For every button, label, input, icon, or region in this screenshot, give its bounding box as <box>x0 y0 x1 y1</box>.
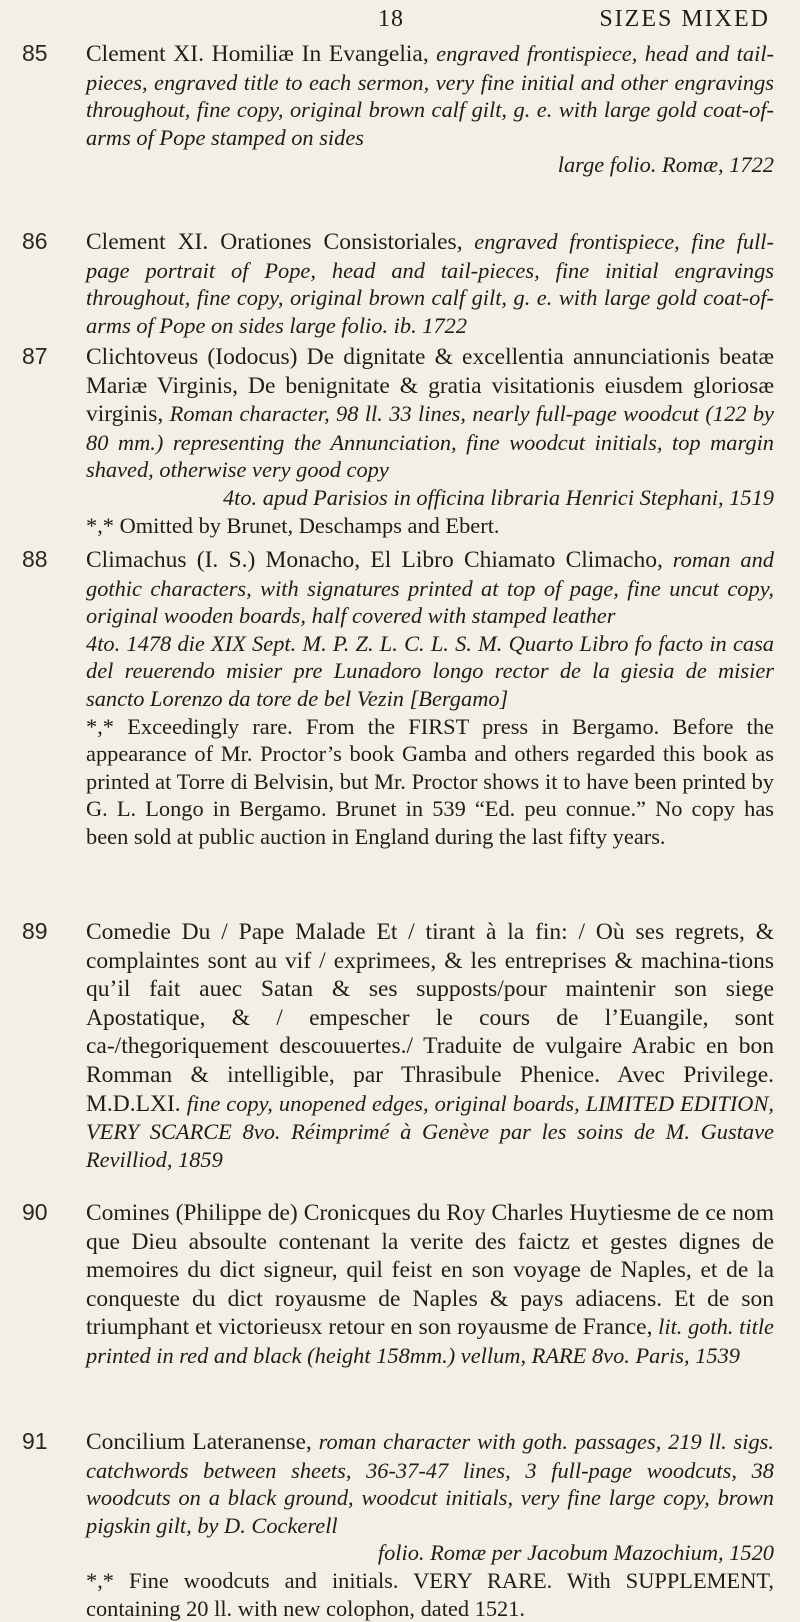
entry-title: Concilium Lateranense, <box>86 1429 312 1455</box>
entries-list <box>0 40 800 1622</box>
entry-note: *,* Exceedingly rare. From the FIRST press in Bergamo. Before the appearance of Mr. Proctor’s book Gamba and others regarded this book as printed at Torre di Belvisin, but Mr. Proctor shows it to have been printed by G. L. Longo in Bergamo. Brunet in 539 “Ed. peu connue.” No copy has been sold at public auction in England during the last fifty years. <box>86 713 774 849</box>
entry-description: Roman character, 98 ll. 33 lines, nearly full-page woodcut (122 by 80 mm.) representing the Annunciation, fine woodcut initials, top margin shaved, otherwise very good copy <box>86 401 774 483</box>
catalogue-entry <box>0 1428 800 1622</box>
entry-description: roman and gothic characters, with signatures printed at top of page, fine uncut copy, original wooden boards, half covered with stamped leather <box>86 547 774 629</box>
entry-title: Climachus (I. S.) Monacho, El Libro Chiamato Climacho, <box>86 547 663 573</box>
entry-note: *,* Omitted by Brunet, Deschamps and Ebert. <box>86 512 500 538</box>
running-head: SIZES MIXED <box>599 6 770 32</box>
catalogue-entry <box>0 343 800 546</box>
entry-text <box>86 1428 774 1567</box>
catalogue-entry <box>0 1199 800 1428</box>
entry-text <box>86 343 774 512</box>
entry-title: Clement XI. Homiliæ In Evangelia, <box>86 41 429 67</box>
entry-number: 90 <box>22 1199 48 1225</box>
entry-imprint: 4to. 1478 die XIX Sept. M. P. Z. L. C. L. S. M. Quarto Libro fo facto in casa del reuerendo misier pre Lunadoro longo rector de la giesia de misier sancto Lorenzo da tore de bel Vezin [Bergamo] <box>86 630 774 711</box>
catalogue-entry <box>0 546 800 918</box>
catalogue-entry <box>0 228 800 343</box>
entry-description: lit. goth. title printed in red and black (height 158mm.) vellum, RARE <box>86 1314 774 1368</box>
entry-text <box>86 1199 774 1370</box>
entry-imprint: folio. Romæ per Jacobum Mazochium, 1520 <box>377 1540 774 1566</box>
catalogue-entry <box>0 40 800 228</box>
entry-number: 88 <box>22 546 48 572</box>
entry-imprint: large folio. ib. 1722 <box>289 312 468 338</box>
entry-imprint: 8vo. Paris, 1539 <box>591 1342 740 1368</box>
entry-imprint: large folio. Romæ, 1722 <box>557 152 774 178</box>
entry-text <box>86 40 774 179</box>
entry-description: engraved frontispiece, fine full-page portrait of Pope, head and tail-pieces, fine initial engravings throughout, fine copy, original brown calf gilt, g. e. with large gold coat-of-arms of Pope on sides <box>86 229 774 338</box>
entry-text <box>86 228 774 339</box>
entry-number: 87 <box>22 343 48 369</box>
entry-imprint: 4to. apud Parisios in officina libraria Henrici Stephani, 1519 <box>222 484 774 510</box>
catalogue-entry <box>0 918 800 1199</box>
entry-title: Clement XI. Orationes Consistoriales, <box>86 229 463 255</box>
entry-description: roman character with goth. passages, 219 ll. sigs. catchwords between sheets, 36-37-47 lines, 3 full-page woodcuts, 38 woodcuts on a black ground, woodcut initials, very fine large copy, brown pigskin gilt, by D. Cockerell <box>86 1429 774 1538</box>
entry-text <box>86 918 774 1173</box>
entry-title: Comines (Philippe de) Cronicques du Roy Charles Huytiesme de ce nom que Dieu absoulte contenant la verite des faictz et gestes dignes de memoires du dict signeur, quil feist en son voyage de Naples, et de la conqueste du dict royausme de Naples & pays adiacens. Et de son triumphant et victorieusx retour en son royausme de France, <box>86 1200 774 1341</box>
entry-number: 85 <box>22 40 48 66</box>
entry-note: *,* Fine woodcuts and initials. VERY RARE. With SUPPLEMENT, containing 20 ll. with new colophon, dated 1521. <box>86 1567 774 1621</box>
entry-text <box>86 546 774 713</box>
entry-title: Comedie Du / Pape Malade Et / tirant à la fin: / Où ses regrets, & complaintes sont au vif / exprimees, & les entreprises & machina-tions qu’il fait auec Satan & ses supposts/pour maintenir son siege Apostatique, & / empescher le cours de l’Euangile, sont ca-/thegoriquement descouuertes./ Traduite de vulgaire Arabic en bon Romman & intelligible, par Thrasibule Phenice. Avec Privilege. M.D.LXI. <box>86 919 774 1117</box>
page-number: 18 <box>378 6 404 32</box>
entry-imprint: 8vo. Réimprimé à Genève par les soins de M. Gustave Revilliod, 1859 <box>86 1119 774 1172</box>
entry-number: 86 <box>22 228 48 254</box>
entry-title: Clichtoveus (Iodocus) De dignitate & excellentia annunciationis beatæ Mariæ Virginis, De benignitate & gratia visitationis eiusdem gloriosæ virginis, <box>86 344 774 428</box>
entry-number: 91 <box>22 1428 48 1454</box>
entry-description: engraved frontispiece, head and tail-pieces, engraved title to each sermon, very fine initial and other engravings throughout, fine copy, original brown calf gilt, g. e. with large gold coat-of-arms of Pope stamped on sides <box>86 41 774 150</box>
page-header <box>0 6 800 40</box>
entry-number: 89 <box>22 918 48 944</box>
entry-description: fine copy, unopened edges, original boards, LIMITED EDITION, VERY SCARCE <box>86 1090 775 1145</box>
